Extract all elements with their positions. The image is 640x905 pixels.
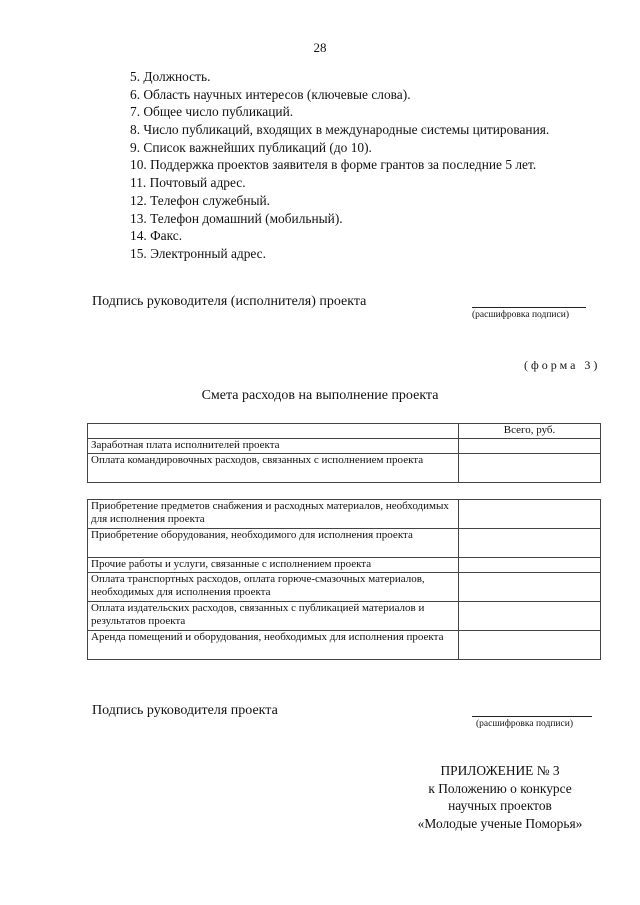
header-empty-cell (88, 424, 459, 439)
appendix-line: научных проектов (448, 798, 552, 813)
table-row (88, 602, 601, 631)
expense-item: Приобретение оборудования, необходимого для исполнения проекта (88, 529, 459, 558)
page-number: 28 (313, 40, 327, 55)
list-item: 11. Почтовый адрес. (130, 175, 246, 191)
signature-hint: (расшифровка подписи) (472, 310, 569, 320)
appendix-block (380, 762, 620, 832)
expense-item: Оплата издательских расходов, связанных с публикацией материалов и результатов проекта (88, 602, 459, 631)
list-item: 15. Электронный адрес. (130, 245, 266, 261)
form-label: (форма 3) (524, 358, 601, 372)
list-item: 5. Должность. (130, 69, 211, 84)
signature-line (472, 716, 592, 717)
appendix-line: «Молодые ученые Поморья» (417, 815, 583, 831)
table-row (88, 529, 601, 558)
questionnaire-list (130, 68, 549, 263)
expense-item: Оплата командировочных расходов, связанных с исполнением проекта (88, 454, 459, 483)
list-item: 7. Общее число публикаций. (130, 104, 294, 120)
expense-item: Заработная плата исполнителей проекта (88, 439, 459, 454)
list-item: 12. Телефон служебный. (130, 192, 271, 208)
list-item: 13. Телефон домашний (мобильный). (130, 210, 343, 226)
list-item: 8. Число публикаций, входящих в международные системы цитирования. (130, 122, 550, 138)
table-row (88, 631, 601, 660)
budget-title: Смета расходов на выполнение проекта (201, 388, 439, 403)
expense-item: Приобретение предметов снабжения и расходных материалов, необходимых для исполнения проекта (88, 500, 459, 529)
expense-item: Прочие работы и услуги, связанные с исполнением проекта (88, 558, 459, 573)
table-row (88, 439, 601, 454)
signature-line (472, 307, 586, 308)
list-item: 14. Факс. (130, 228, 183, 244)
total-header: Всего, руб. (459, 424, 601, 439)
amount-cell[interactable] (459, 529, 601, 558)
table-row (88, 558, 601, 573)
amount-cell[interactable] (459, 573, 601, 602)
amount-cell[interactable] (459, 439, 601, 454)
amount-cell[interactable] (459, 631, 601, 660)
table-row (88, 500, 601, 529)
appendix-line: к Положению о конкурсе (428, 780, 572, 796)
table-row (88, 454, 601, 483)
signature-label-executor: Подпись руководителя (исполнителя) проекта (92, 294, 367, 309)
table-row (88, 573, 601, 602)
list-item: 6. Область научных интересов (ключевые слова). (130, 86, 411, 102)
appendix-title: ПРИЛОЖЕНИЕ № 3 (440, 763, 560, 778)
signature-label-leader: Подпись руководителя проекта (92, 703, 278, 718)
amount-cell[interactable] (459, 558, 601, 573)
amount-cell[interactable] (459, 454, 601, 483)
amount-cell[interactable] (459, 602, 601, 631)
list-item: 9. Список важнейших публикаций (до 10). (130, 139, 372, 155)
budget-table-main (87, 423, 601, 483)
amount-cell[interactable] (459, 500, 601, 529)
expense-item: Аренда помещений и оборудования, необходимых для исполнения проекта (88, 631, 459, 660)
budget-table-secondary (87, 499, 601, 660)
signature-hint: (расшифровка подписи) (476, 719, 573, 729)
table-header-row (88, 424, 601, 439)
list-item: 10. Поддержка проектов заявителя в форме грантов за последние 5 лет. (130, 157, 537, 173)
expense-item: Оплата транспортных расходов, оплата горюче-смазочных материалов, необходимых для исполнения проекта (88, 573, 459, 602)
